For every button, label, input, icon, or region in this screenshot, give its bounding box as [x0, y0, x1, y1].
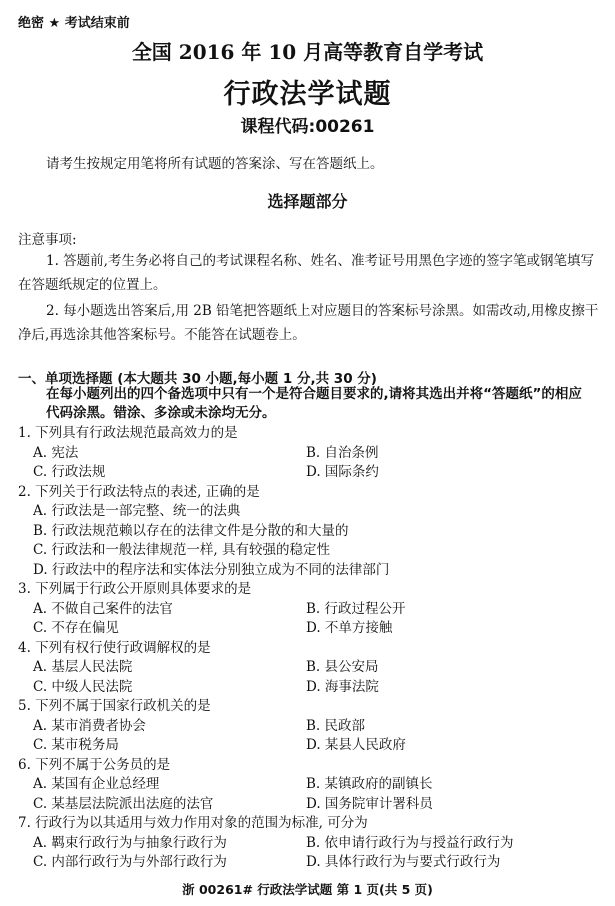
option-a: A. 某国有企业总经理 — [33, 776, 160, 792]
option-row — [18, 561, 608, 581]
question-stem — [18, 814, 608, 834]
option-a: A. 基层人民法院 — [33, 659, 133, 675]
section-heading: 一、单项选择题 (本大题共 30 小题,每小题 1 分,共 30 分) — [18, 371, 377, 387]
question-3-stem: 3. 下列属于行政公开原则具体要求的是 — [18, 581, 252, 597]
page-footer: 浙 00261# 行政法学试题 第 1 页(共 5 页) — [182, 882, 433, 897]
section-instruction: 在每小题列出的四个备选项中只有一个是符合题目要求的,请将其选出并将“答题纸”的相应代码涂黑。错涂、多涂或未涂均无分。 — [46, 386, 582, 421]
option-row — [18, 541, 608, 561]
option-row — [18, 775, 608, 795]
option-d: D. 行政法中的程序法和实体法分别独立成为不同的法律部门 — [33, 561, 390, 578]
option-b: B. 县公安局 — [306, 659, 379, 675]
option-a: A. 羁束行政行为与抽象行政行为 — [33, 834, 227, 851]
option-b: B. 行政过程公开 — [306, 600, 406, 617]
question-4-stem: 4. 下列有权行使行政调解权的是 — [18, 639, 211, 656]
option-c: C. 行政法规 — [33, 464, 106, 480]
question-stem — [18, 697, 608, 717]
option-row — [18, 834, 608, 854]
question-stem — [18, 580, 608, 600]
option-row — [18, 619, 608, 639]
option-b: B. 某镇政府的副镇长 — [306, 776, 433, 792]
option-c: C. 中级人民法院 — [33, 678, 133, 695]
question-5-stem: 5. 下列不属于国家行政机关的是 — [18, 698, 211, 714]
option-d: D. 国务院审计署科员 — [306, 795, 433, 812]
question-1-stem: 1. 下列具有行政法规范最高效力的是 — [18, 425, 238, 441]
confidential-label: 绝密 ★ 考试结束前 — [18, 16, 130, 31]
attention-item-2: 2. 每小题选出答案后,用 2B 铅笔把答题纸上对应题目的答案标号涂黑。如需改动,用橡皮擦干净后,再选涂其他答案标号。不能答在试题卷上。 — [18, 303, 599, 343]
question-6-stem: 6. 下列不属于公务员的是 — [18, 756, 171, 773]
option-c: C. 不存在偏见 — [33, 620, 119, 636]
course-code: 课程代码:00261 — [240, 117, 375, 137]
option-row — [18, 853, 608, 873]
option-c: C. 某市税务局 — [33, 737, 119, 753]
option-a: A. 不做自己案件的法官 — [33, 600, 173, 617]
option-row — [18, 463, 608, 483]
exam-name: 全国 2016 年 10 月高等教育自学考试 — [131, 40, 484, 64]
option-row — [18, 658, 608, 678]
question-list — [18, 424, 608, 873]
option-d: D. 海事法院 — [306, 678, 379, 695]
option-row — [18, 795, 608, 815]
question-stem — [18, 639, 608, 659]
option-b: B. 自治条例 — [306, 444, 379, 461]
question-stem — [18, 424, 608, 444]
option-row — [18, 717, 608, 737]
question-stem — [18, 756, 608, 776]
option-a: A. 行政法是一部完整、统一的法典 — [33, 503, 241, 519]
option-row — [18, 678, 608, 698]
option-row — [18, 736, 608, 756]
option-c: C. 某基层法院派出法庭的法官 — [33, 795, 214, 812]
option-row — [18, 502, 608, 522]
option-a: A. 某市消费者协会 — [33, 717, 146, 734]
attention-item-1: 1. 答题前,考生务必将自己的考试课程名称、姓名、准考证号用黑色字迹的签字笔或钢笔填写在答题纸规定的位置上。 — [18, 253, 594, 293]
option-b: B. 依申请行政行为与授益行政行为 — [306, 834, 514, 851]
option-row — [18, 522, 608, 542]
option-b: B. 民政部 — [306, 717, 366, 734]
option-d: D. 具体行政行为与要式行政行为 — [306, 854, 501, 870]
option-c: C. 内部行政行为与外部行政行为 — [33, 854, 227, 870]
question-7-stem: 7. 行政行为以其适用与效力作用对象的范围为标准, 可分为 — [18, 815, 368, 831]
attention-heading: 注意事项: — [18, 232, 77, 248]
option-d: D. 某县人民政府 — [306, 737, 406, 753]
question-stem — [18, 483, 608, 503]
part-title: 选择题部分 — [267, 192, 348, 211]
option-c: C. 行政法和一般法律规范一样, 具有较强的稳定性 — [33, 542, 331, 558]
question-2-stem: 2. 下列关于行政法特点的表述, 正确的是 — [18, 483, 260, 500]
option-d: D. 不单方接触 — [306, 620, 393, 636]
page-title: 行政法学试题 — [223, 79, 392, 110]
option-d: D. 国际条约 — [306, 464, 379, 480]
option-b: B. 行政法规范赖以存在的法律文件是分散的和大量的 — [33, 522, 349, 539]
option-row — [18, 444, 608, 464]
option-a: A. 宪法 — [33, 444, 79, 461]
option-row — [18, 600, 608, 620]
answer-notice: 请考生按规定用笔将所有试题的答案涂、写在答题纸上。 — [46, 156, 384, 172]
